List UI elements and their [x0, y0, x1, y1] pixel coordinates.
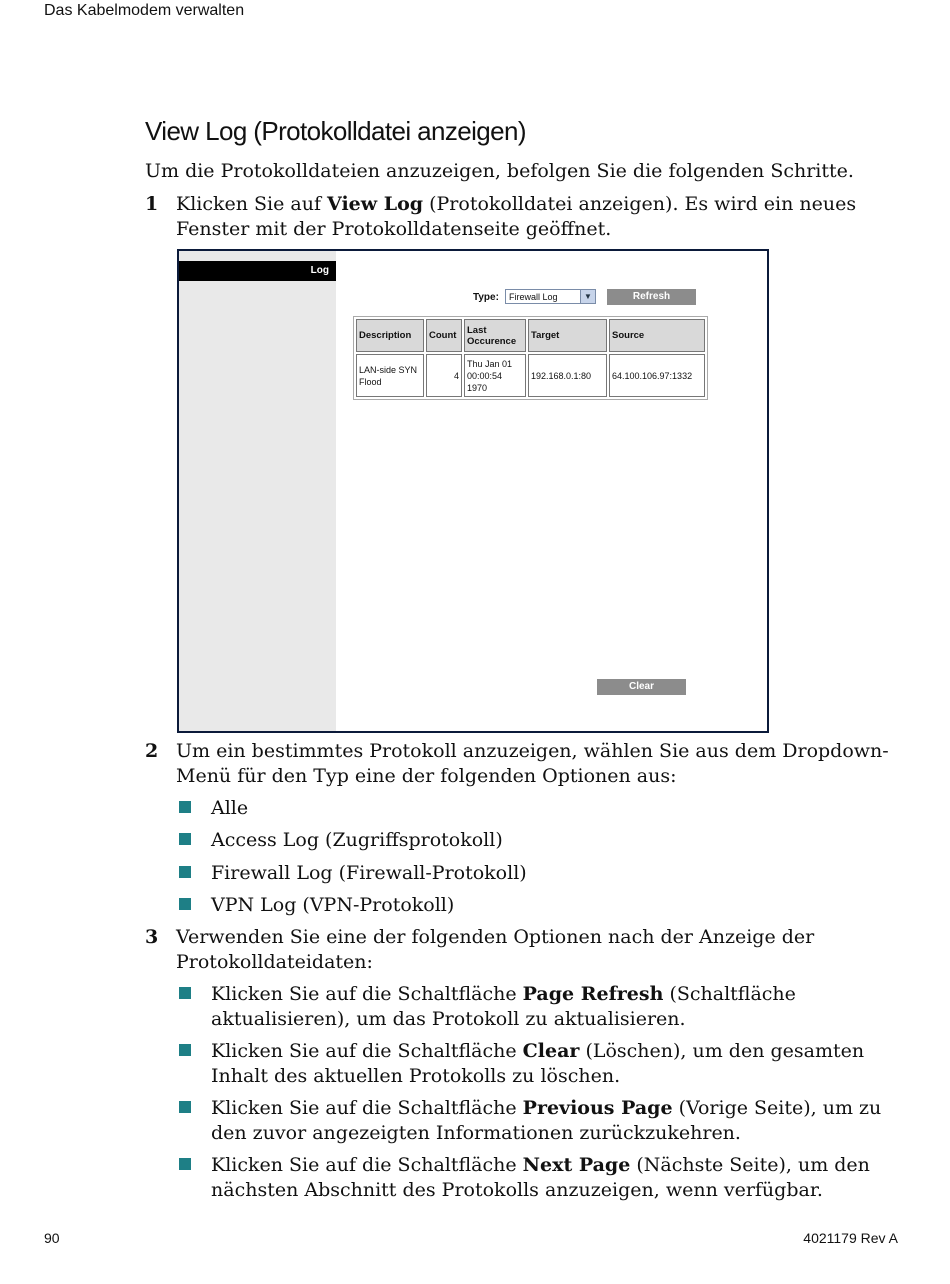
bullet-icon [179, 801, 191, 813]
list-item-text: (Vorige Seite), um zu den zuvor angezeigten Informationen zurückzukehren. [211, 1097, 882, 1144]
list-item-text: (Nächste Seite), um den nächsten Abschnitt des Protokolls anzuzeigen, wenn verfügbar. [211, 1154, 870, 1201]
list-item-bold: Page Refresh [522, 983, 664, 1005]
step-bold: View Log [327, 193, 424, 215]
bullet-icon [179, 987, 191, 999]
refresh-button[interactable]: Refresh [607, 289, 696, 305]
cell-last-occurence: Thu Jan 01 00:00:54 1970 [464, 354, 526, 397]
list-item [179, 796, 909, 821]
list-item-text: Klicken Sie auf die Schaltfläche [211, 1040, 523, 1062]
clear-button[interactable]: Clear [597, 679, 686, 695]
column-header: Description [356, 319, 424, 352]
type-select-value: Firewall Log [509, 292, 558, 302]
log-table [353, 316, 708, 400]
step-text: Um ein bestimmtes Protokoll anzuzeigen, wählen Sie aus dem Dropdown-Menü für den Typ eine der folgenden Optionen aus: [176, 740, 889, 787]
list-item-text: Firewall Log (Firewall-Protokoll) [211, 862, 527, 884]
list-item-bold: Next Page [522, 1154, 631, 1176]
list-item [179, 1039, 909, 1089]
column-header: Count [426, 319, 462, 352]
step-2 [145, 739, 905, 789]
log-screenshot [177, 249, 769, 733]
column-header: Target [528, 319, 607, 352]
type-select[interactable] [505, 289, 596, 304]
section-title: View Log (Protokolldatei anzeigen) [145, 116, 526, 146]
step-number: 3 [145, 926, 159, 948]
list-item-text: (Löschen), um den gesamten Inhalt des aktuellen Protokolls zu löschen. [211, 1040, 865, 1087]
bullet-icon [179, 833, 191, 845]
list-item [179, 828, 909, 853]
step-text: (Protokolldatei anzeigen). Es wird ein neues Fenster mit der Protokolldatenseite geöffnet. [176, 193, 857, 240]
list-item-text: Klicken Sie auf die Schaltfläche [211, 1154, 523, 1176]
step-text: Verwenden Sie eine der folgenden Optionen nach der Anzeige der Protokolldateidaten: [176, 926, 815, 973]
list-item-bold: Clear [522, 1040, 580, 1062]
type-label: Type: [473, 292, 499, 303]
sidebar-item-log[interactable]: Log [179, 261, 336, 281]
cell-target: 192.168.0.1:80 [528, 354, 607, 397]
list-item [179, 861, 909, 886]
list-item-text: VPN Log (VPN-Protokoll) [211, 894, 455, 916]
list-item-text: (Schaltfläche aktualisieren), um das Protokoll zu aktualisieren. [211, 983, 796, 1030]
bullet-icon [179, 898, 191, 910]
cell-description: LAN-side SYN Flood [356, 354, 424, 397]
list-item-text: Klicken Sie auf die Schaltfläche [211, 1097, 523, 1119]
bullet-icon [179, 866, 191, 878]
list-item-text: Klicken Sie auf die Schaltfläche [211, 983, 523, 1005]
list-item [179, 893, 909, 918]
step-1 [145, 192, 905, 242]
bullet-icon [179, 1044, 191, 1056]
list-item-text: Access Log (Zugriffsprotokoll) [211, 829, 503, 851]
sidebar [179, 251, 336, 731]
intro-text: Um die Protokolldateien anzuzeigen, befolgen Sie die folgenden Schritte. [145, 160, 854, 182]
bullet-icon [179, 1101, 191, 1113]
running-header: Das Kabelmodem verwalten [44, 2, 245, 19]
table-row [356, 354, 705, 397]
list-item [179, 1096, 909, 1146]
step-3 [145, 925, 905, 975]
list-item-text: Alle [211, 797, 249, 819]
list-item [179, 982, 909, 1032]
page-number: 90 [44, 1230, 60, 1246]
list-item-bold: Previous Page [522, 1097, 673, 1119]
step-number: 1 [145, 193, 159, 215]
column-header: Last Occurence [464, 319, 526, 352]
step-number: 2 [145, 740, 159, 762]
bullet-icon [179, 1158, 191, 1170]
cell-source: 64.100.106.97:1332 [609, 354, 705, 397]
list-item [179, 1153, 909, 1203]
chevron-down-icon[interactable]: ▼ [580, 290, 595, 303]
step-text: Klicken Sie auf [176, 193, 328, 215]
document-number: 4021179 Rev A [803, 1230, 898, 1246]
cell-count: 4 [426, 354, 462, 397]
column-header: Source [609, 319, 705, 352]
